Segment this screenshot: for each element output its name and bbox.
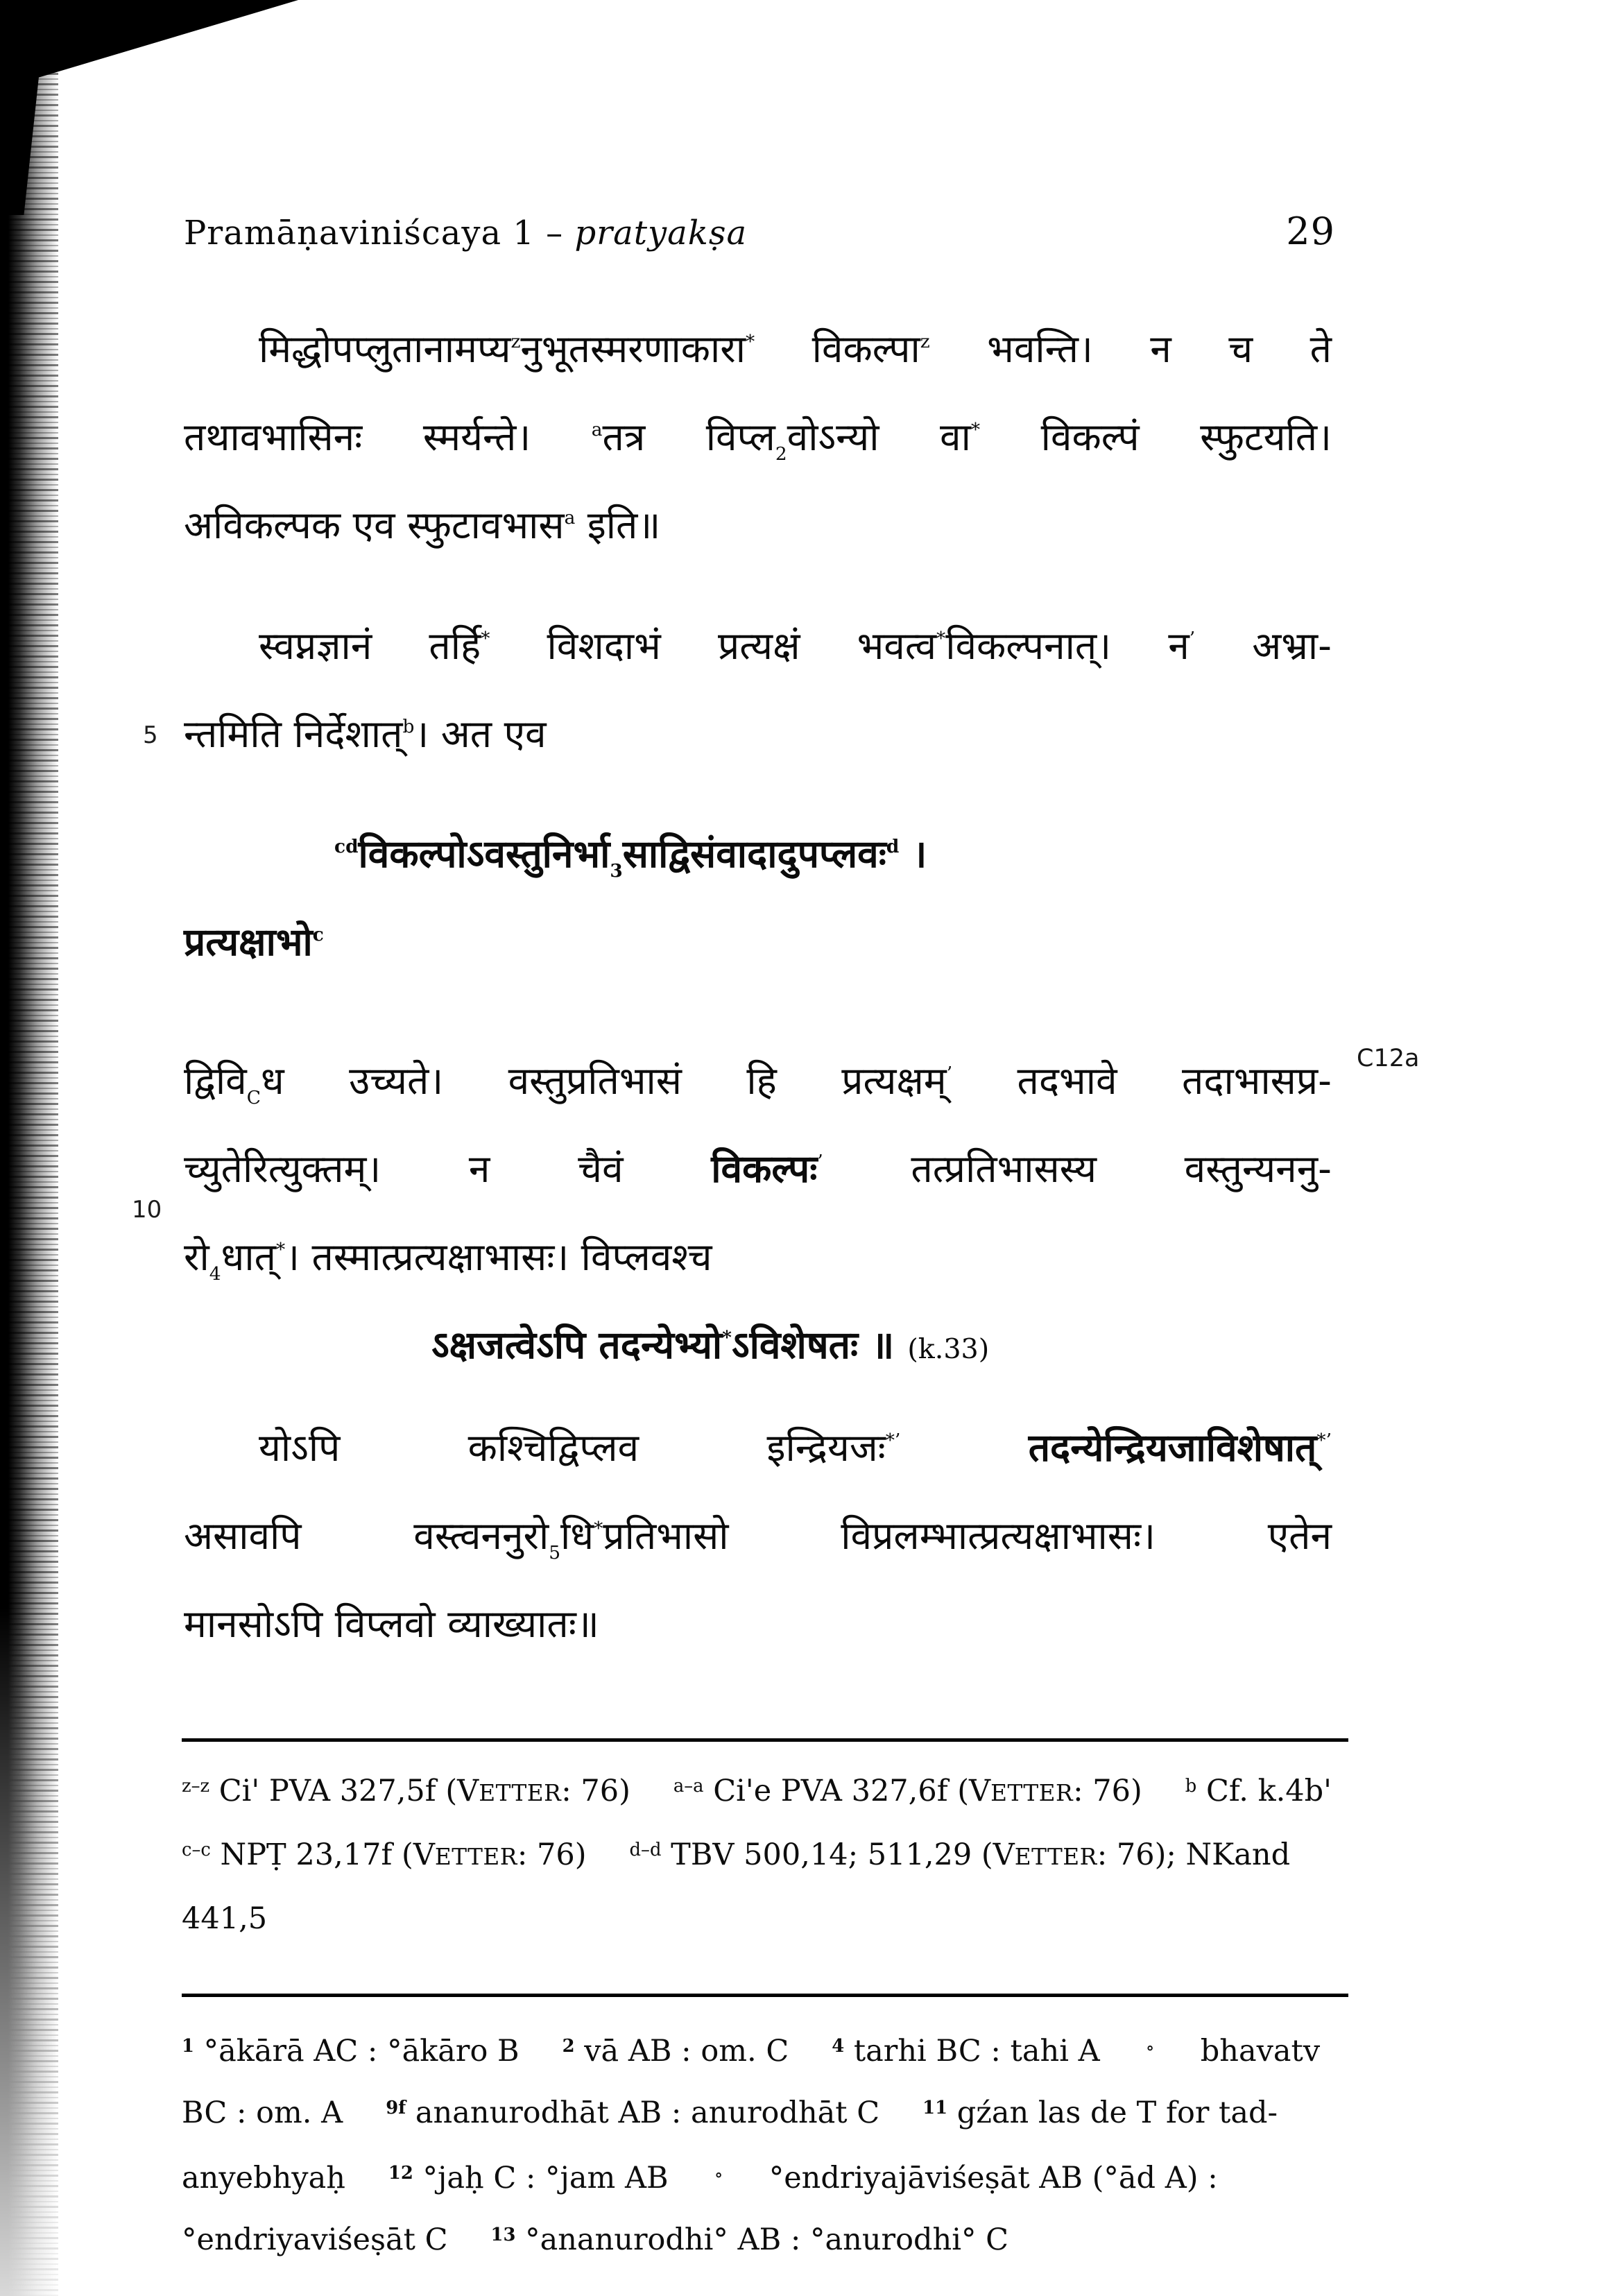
- verse-k32cd: [334, 810, 1482, 898]
- verse-k32-continuation: [184, 898, 1332, 986]
- superscript-mark: z–z: [182, 1775, 210, 1797]
- text-line: [431, 1301, 1579, 1394]
- superscript-mark: *: [936, 627, 946, 649]
- text-run: ऽविशेषतः ॥: [731, 1323, 908, 1367]
- text-run: NPṬ 23,17f (V: [210, 1837, 435, 1872]
- margin-folio-note: C12a: [1357, 1045, 1420, 1072]
- superscript-mark: *: [722, 1326, 732, 1348]
- subscript-mark: 2: [775, 443, 787, 465]
- text-run: °jaḥ C : °jam AB: [413, 2161, 669, 2196]
- text-run: ananurodhāt AB : anurodhāt C: [406, 2096, 880, 2131]
- text-run: तत्प्रतिभासस्य वस्तुन्यननु-: [823, 1147, 1332, 1191]
- superscript-mark: *: [745, 330, 755, 352]
- text-run: विकल्पनात्। न: [945, 624, 1190, 668]
- smallcaps-run: ETTER: [434, 1844, 517, 1870]
- text-run: च्युतेरित्युक्तम्। न चैवं: [184, 1147, 712, 1191]
- entry-separator-mark: ∘: [1145, 2037, 1155, 2059]
- page-number: 29: [1286, 209, 1335, 253]
- superscript-mark: *: [970, 418, 981, 440]
- text-line: [182, 1888, 1354, 1950]
- subscript-mark: 5: [549, 1541, 561, 1563]
- text-run: अविकल्पक एव स्फुटावभास: [184, 503, 565, 547]
- text-run: Ci' PVA 327,5f (V: [209, 1774, 479, 1808]
- text-line: [182, 2082, 1354, 2144]
- text-run: इति॥: [575, 503, 661, 547]
- text-line: [184, 305, 1332, 393]
- text-line: [182, 1824, 1354, 1888]
- text-run: Cf. k.4b': [1196, 1774, 1332, 1808]
- verse-number-label: (k.33): [907, 1333, 990, 1365]
- smallcaps-run: ETTER: [990, 1780, 1074, 1806]
- text-run: योऽपि कश्चिद्विप्लव इन्द्रियजः: [259, 1425, 886, 1470]
- text-line: [182, 2209, 1354, 2271]
- text-run: : 76); NKand: [1097, 1837, 1291, 1872]
- text-run: वोऽन्यो वा: [787, 415, 971, 459]
- superscript-mark: 2: [562, 2035, 575, 2057]
- text-line: [184, 1125, 1332, 1213]
- superscript-mark: cd: [334, 835, 359, 857]
- verse-k33: [431, 1301, 1579, 1394]
- margin-line-number-5: 5: [143, 721, 158, 749]
- superscript-mark: 13: [490, 2224, 516, 2245]
- text-run: । तस्मात्प्रत्यक्षाभासः। विप्लवश्च: [285, 1235, 712, 1279]
- scan-artifact-left-edge: [0, 0, 58, 2296]
- superscript-mark: a: [591, 418, 603, 440]
- text-line: [182, 2144, 1354, 2209]
- text-run: anyebhyaḥ: [182, 2161, 345, 2196]
- subscript-mark: C: [246, 1086, 261, 1108]
- text-run: विकल्पोऽवस्तुनिर्भा: [358, 832, 610, 876]
- superscript-mark: d: [886, 835, 900, 857]
- text-run: : 76): [517, 1837, 587, 1872]
- text-run: भवन्ति। न च ते: [929, 327, 1332, 371]
- text-run: तथावभासिनः स्मर्यन्ते।: [184, 415, 592, 459]
- footnote-rule-testimonia: [182, 1738, 1348, 1742]
- sanskrit-paragraph-1: [184, 305, 1332, 569]
- text-line: [184, 602, 1332, 690]
- footnote-rule-variants: [182, 1994, 1348, 1997]
- text-run: स्वप्नज्ञानं तर्हि: [259, 624, 481, 668]
- superscript-mark: 1: [182, 2035, 194, 2057]
- subscript-mark: 4: [209, 1262, 221, 1285]
- bold-text-run: विकल्पः: [711, 1147, 818, 1191]
- text-run: अभ्रा-: [1195, 624, 1332, 668]
- superscript-mark: z: [920, 330, 930, 352]
- sanskrit-paragraph-3: [184, 1037, 1332, 1301]
- text-run: °endriyajāviśeṣāt AB (°ād A) :: [768, 2161, 1218, 2196]
- text-run: विशदाभं प्रत्यक्षं भवत्व: [490, 624, 937, 668]
- superscript-mark: *’: [1316, 1429, 1332, 1451]
- superscript-mark: b: [1185, 1775, 1197, 1797]
- text-run: tarhi BC : tahi A: [844, 2034, 1100, 2069]
- text-line: [334, 810, 1482, 898]
- superscript-mark: ’: [946, 1062, 953, 1084]
- text-run: : 76): [1073, 1774, 1142, 1808]
- running-title: [184, 214, 747, 252]
- text-run: प्रत्यक्षाभो: [184, 920, 313, 964]
- text-run: BC : om. A: [182, 2096, 343, 2131]
- text-line: [184, 481, 1332, 569]
- text-run: °ananurodhi° AB : °anurodhi° C: [515, 2222, 1009, 2258]
- superscript-mark: 4: [832, 2035, 845, 2057]
- superscript-mark: *: [594, 1517, 603, 1539]
- text-line: [184, 1037, 1332, 1125]
- page-header: [184, 209, 1335, 253]
- superscript-mark: ’: [1189, 627, 1196, 649]
- superscript-mark: z: [510, 330, 521, 352]
- text-line: [184, 1492, 1332, 1580]
- text-run: 441,5: [182, 1901, 268, 1936]
- apparatus-variants: [182, 2017, 1354, 2271]
- text-line: [184, 1580, 1332, 1668]
- smallcaps-run: ETTER: [1014, 1844, 1097, 1870]
- apparatus-testimonia: [182, 1760, 1354, 1950]
- text-run: असावपि वस्त्वननुरो: [184, 1514, 549, 1558]
- text-run: [900, 1425, 1028, 1470]
- text-line: [182, 2017, 1354, 2082]
- margin-line-number-10: 10: [132, 1196, 162, 1224]
- text-run: विकल्पं स्फुटयति।: [980, 415, 1332, 459]
- text-run: ऽक्षजत्वेऽपि तदन्येभ्यो: [431, 1323, 723, 1367]
- text-run: धात्: [221, 1235, 276, 1279]
- text-run: bhavatv: [1200, 2034, 1321, 2069]
- text-run: प्रतिभासो विप्रलम्भात्प्रत्यक्षाभासः। एतेन: [603, 1514, 1332, 1558]
- text-run: रो: [184, 1235, 209, 1279]
- text-run: vā AB : om. C: [574, 2034, 789, 2069]
- text-run: साद्विसंवादादुपप्लवः: [622, 832, 886, 876]
- text-line: [182, 1760, 1354, 1824]
- text-run: । अत एव: [414, 712, 547, 756]
- superscript-mark: c–c: [182, 1839, 211, 1860]
- text-run: Ci'e PVA 327,6f (V: [703, 1774, 991, 1808]
- text-line: [184, 393, 1332, 481]
- entry-separator-mark: ∘: [714, 2164, 723, 2186]
- superscript-mark: a–a: [673, 1775, 704, 1797]
- text-run: ।: [899, 832, 927, 876]
- text-run: मानसोऽपि विप्लवो व्याख्यातः॥: [184, 1602, 599, 1646]
- running-title-italic: pratyakṣa: [574, 214, 748, 252]
- text-run: तदभावे तदाभासप्र-: [952, 1059, 1332, 1103]
- text-run: द्विवि: [184, 1059, 247, 1103]
- smallcaps-run: ETTER: [479, 1780, 562, 1806]
- bold-text-run: तदन्येन्द्रियजाविशेषात्: [1028, 1425, 1317, 1470]
- superscript-mark: *’: [885, 1429, 901, 1451]
- text-line: [184, 898, 1332, 986]
- text-run: °endriyaviśeṣāt C: [182, 2222, 448, 2258]
- text-run: ध उच्यते। वस्तुप्रतिभासं हि प्रत्यक्षम्: [260, 1059, 947, 1103]
- text-run: TBV 500,14; 511,29 (V: [661, 1837, 1015, 1872]
- superscript-mark: c: [312, 923, 324, 945]
- text-line: [184, 690, 1332, 778]
- superscript-mark: 9f: [386, 2097, 406, 2118]
- text-run: मिद्धोपप्लुतानामप्य: [259, 327, 511, 371]
- text-run: gźan las de T for tad-: [947, 2096, 1278, 2131]
- subscript-mark: 3: [610, 859, 623, 882]
- superscript-mark: *: [275, 1238, 286, 1260]
- superscript-mark: a: [564, 506, 576, 529]
- text-line: [184, 1213, 1332, 1301]
- text-line: [184, 1404, 1332, 1492]
- sanskrit-paragraph-4: [184, 1404, 1332, 1668]
- text-run: : 76): [561, 1774, 630, 1808]
- superscript-mark: d–d: [629, 1839, 662, 1860]
- text-run: नुभूतस्मरणाकारा: [520, 327, 746, 371]
- text-run: तत्र विप्ल: [602, 415, 775, 459]
- superscript-mark: 12: [388, 2162, 413, 2184]
- running-title-roman: Pramāṇaviniścaya 1 –: [184, 214, 575, 252]
- sanskrit-paragraph-2: [184, 602, 1332, 778]
- text-run: न्तमिति निर्देशात्: [184, 712, 403, 756]
- superscript-mark: 11: [922, 2097, 948, 2118]
- superscript-mark: ’: [817, 1150, 823, 1172]
- text-run: °ākārā AC : °ākāro B: [194, 2034, 519, 2069]
- superscript-mark: b: [402, 715, 415, 737]
- text-run: धि: [560, 1514, 594, 1558]
- text-run: विकल्पा: [755, 327, 920, 371]
- superscript-mark: *: [481, 627, 490, 649]
